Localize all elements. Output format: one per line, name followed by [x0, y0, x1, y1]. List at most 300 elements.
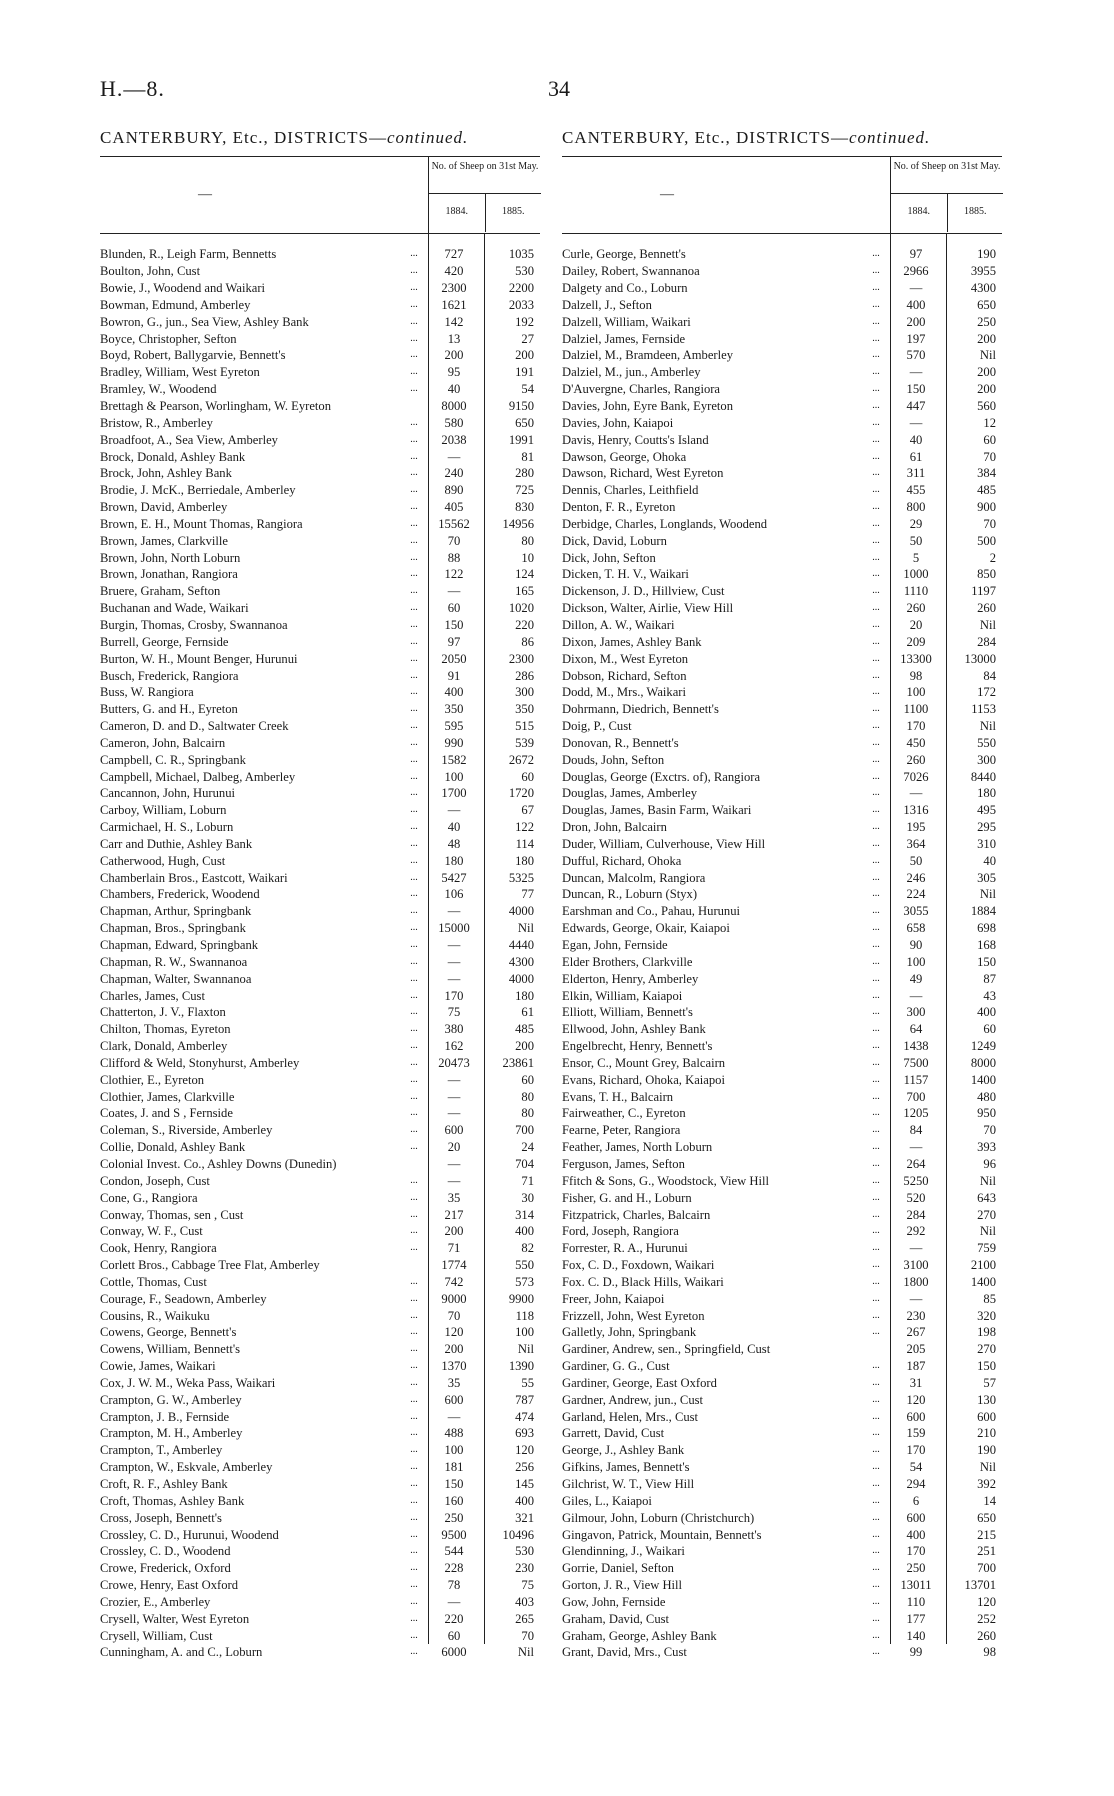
sheep-1885: 725 — [515, 483, 534, 498]
sheep-1884: 1774 — [441, 1258, 467, 1273]
table-row — [100, 869, 540, 886]
name-column-header: — — [660, 187, 674, 202]
table-row — [562, 1021, 1002, 1038]
leader-dots: ... — [410, 1629, 418, 1641]
owner-name: Dawson, Richard, West Eyreton — [562, 466, 724, 481]
sheep-1885: 1390 — [508, 1359, 534, 1374]
sheep-1884: 95 — [447, 365, 461, 380]
leader-dots: ... — [872, 955, 880, 967]
sheep-1885: 270 — [977, 1342, 996, 1357]
sheep-1885: 1400 — [970, 1274, 996, 1289]
sheep-1884: 580 — [444, 415, 464, 430]
owner-name: Gifkins, James, Bennett's — [562, 1460, 690, 1475]
leader-dots: ... — [410, 888, 418, 900]
sheep-1885: 40 — [983, 853, 996, 868]
table-row — [100, 1476, 540, 1493]
owner-name: Fitzpatrick, Charles, Balcairn — [562, 1207, 711, 1222]
leader-dots: ... — [872, 1174, 880, 1186]
sheep-1884: 78 — [447, 1578, 461, 1593]
sheep-1885: 71 — [521, 1173, 534, 1188]
leader-dots: ... — [872, 1444, 880, 1456]
sheep-1885: 403 — [515, 1594, 534, 1609]
owner-name: Duncan, Malcolm, Rangiora — [562, 870, 706, 885]
leader-dots: ... — [872, 736, 880, 748]
owner-name: Catherwood, Hugh, Cust — [100, 853, 226, 868]
owner-name: Carr and Duthie, Ashley Bank — [100, 836, 253, 851]
leader-dots: ... — [410, 1191, 418, 1203]
page-number: 34 — [548, 76, 570, 101]
sheep-1885: 2200 — [508, 281, 534, 296]
sheep-1885: 550 — [977, 735, 996, 750]
sheep-1884: 1157 — [903, 1072, 929, 1087]
sheep-1884: 217 — [444, 1207, 464, 1222]
table-row — [562, 684, 1002, 701]
owner-name: Butters, G. and H., Eyreton — [100, 702, 238, 717]
table-row — [100, 802, 540, 819]
leader-dots: ... — [872, 1040, 880, 1052]
owner-name: Giles, L., Kaiapoi — [562, 1493, 652, 1508]
owner-name: Brown, David, Amberley — [100, 500, 228, 515]
owner-name: Cowens, George, Bennett's — [100, 1325, 237, 1340]
owner-name: Davies, John, Eyre Bank, Eyreton — [562, 399, 734, 414]
sheep-1884: — — [447, 1072, 461, 1087]
sheep-1884: — — [447, 803, 461, 818]
table-row — [100, 1156, 540, 1173]
table-row — [562, 633, 1002, 650]
table-row — [562, 617, 1002, 634]
sheep-1884: 75 — [447, 1005, 461, 1020]
sheep-count-title: No. of Sheep on 31st May. — [429, 157, 541, 194]
leader-dots: ... — [410, 787, 418, 799]
leader-dots: ... — [872, 602, 880, 614]
sheep-1885: 220 — [515, 617, 534, 632]
sheep-1885: 77 — [521, 887, 534, 902]
sheep-1884: 380 — [444, 1022, 464, 1037]
sheep-1884: 700 — [906, 1089, 926, 1104]
sheep-1884: 35 — [447, 1190, 461, 1205]
table-row — [100, 751, 540, 768]
table-row — [562, 1476, 1002, 1493]
sheep-1884: 9000 — [441, 1291, 467, 1306]
sheep-1884: 990 — [444, 735, 464, 750]
column-title-continued: continued. — [386, 128, 469, 147]
owner-name: Cunningham, A. and C., Loburn — [100, 1645, 263, 1660]
table-row — [562, 1577, 1002, 1594]
table-row — [562, 987, 1002, 1004]
owner-name: Engelbrecht, Henry, Bennett's — [562, 1039, 713, 1054]
leader-dots: ... — [872, 1090, 880, 1102]
leader-dots: ... — [410, 332, 418, 344]
sheep-1884: 7026 — [903, 769, 929, 784]
sheep-1884: 405 — [444, 500, 464, 515]
owner-name: Cross, Joseph, Bennett's — [100, 1510, 222, 1525]
right-column — [562, 128, 1002, 1661]
table-row — [562, 701, 1002, 718]
owner-name: Corlett Bros., Cabbage Tree Flat, Amberley — [100, 1258, 320, 1273]
sheep-1885: 530 — [515, 1544, 534, 1559]
leader-dots: ... — [872, 1410, 880, 1422]
table-row — [100, 1004, 540, 1021]
owner-name: Colonial Invest. Co., Ashley Downs (Dunedin) — [100, 1156, 337, 1171]
leader-dots: ... — [872, 265, 880, 277]
sheep-1884: 600 — [444, 1123, 464, 1138]
sheep-1885: 314 — [515, 1207, 534, 1222]
sheep-1885: 120 — [977, 1594, 996, 1609]
owner-name: Campbell, Michael, Dalbeg, Amberley — [100, 769, 296, 784]
owner-name: Gilmour, John, Loburn (Christchurch) — [562, 1510, 755, 1525]
leader-dots: ... — [410, 1292, 418, 1304]
table-row — [562, 1627, 1002, 1644]
sheep-1885: 573 — [515, 1274, 534, 1289]
table-row — [100, 1139, 540, 1156]
sheep-1885: 759 — [977, 1241, 996, 1256]
table-row — [562, 414, 1002, 431]
sheep-1885: 321 — [515, 1510, 534, 1525]
sheep-1885: 82 — [521, 1241, 534, 1256]
sheep-1885: 120 — [515, 1443, 534, 1458]
leader-dots: ... — [872, 1427, 880, 1439]
sheep-1885: 4300 — [508, 954, 534, 969]
sheep-1885: 114 — [515, 836, 534, 851]
sheep-1884: 264 — [906, 1156, 926, 1171]
leader-dots: ... — [872, 1259, 880, 1271]
sheep-1884: 181 — [444, 1460, 464, 1475]
leader-dots: ... — [410, 1006, 418, 1018]
table-row — [100, 448, 540, 465]
owner-name: Collie, Donald, Ashley Bank — [100, 1140, 246, 1155]
leader-dots: ... — [410, 602, 418, 614]
leader-dots: ... — [872, 703, 880, 715]
table-row — [562, 1055, 1002, 1072]
sheep-1885: 70 — [521, 1628, 534, 1643]
table-row — [100, 903, 540, 920]
sheep-1885: 86 — [521, 634, 534, 649]
table-row — [562, 1307, 1002, 1324]
leader-dots: ... — [410, 1275, 418, 1287]
owner-name: Chapman, Edward, Springbank — [100, 938, 259, 953]
leader-dots: ... — [872, 298, 880, 310]
table-row — [100, 1223, 540, 1240]
sheep-1885: Nil — [979, 1173, 996, 1188]
owner-name: Gardner, Andrew, jun., Cust — [562, 1392, 704, 1407]
sheep-1884: 13011 — [900, 1578, 932, 1593]
table-row — [100, 1273, 540, 1290]
leader-dots: ... — [872, 1562, 880, 1574]
owner-name: Croft, Thomas, Ashley Bank — [100, 1493, 245, 1508]
sheep-1884: 20 — [447, 1140, 461, 1155]
sheep-1884: — — [447, 971, 461, 986]
owner-name: Bowie, J., Woodend and Waikari — [100, 281, 266, 296]
sheep-1884: 200 — [444, 348, 464, 363]
table-row — [100, 1509, 540, 1526]
leader-dots: ... — [410, 534, 418, 546]
sheep-1885: 87 — [983, 971, 996, 986]
sheep-1885: 2033 — [508, 297, 534, 312]
table-row — [562, 482, 1002, 499]
table-row — [562, 970, 1002, 987]
leader-dots: ... — [410, 939, 418, 951]
owner-name: Evans, Richard, Ohoka, Kaiapoi — [562, 1072, 725, 1087]
sheep-1885: 1035 — [508, 247, 534, 262]
sheep-1885: 9900 — [508, 1291, 534, 1306]
table-row — [562, 718, 1002, 735]
owner-name: Blunden, R., Leigh Farm, Bennetts — [100, 247, 277, 262]
sheep-1884: 40 — [447, 382, 461, 397]
column-title — [562, 128, 1002, 150]
sheep-1885: 191 — [515, 365, 534, 380]
owner-name: Broadfoot, A., Sea View, Amberley — [100, 432, 278, 447]
sheep-1885: 260 — [977, 601, 996, 616]
leader-dots: ... — [872, 854, 880, 866]
sheep-1885: 300 — [515, 685, 534, 700]
owner-name: Ffitch & Sons, G., Woodstock, View Hill — [562, 1173, 769, 1188]
owner-name: Galletly, John, Springbank — [562, 1325, 697, 1340]
sheep-1884: 200 — [444, 1224, 464, 1239]
sheep-1884: — — [447, 1089, 461, 1104]
leader-dots: ... — [410, 298, 418, 310]
sheep-1885: Nil — [517, 1645, 534, 1660]
leader-dots: ... — [410, 972, 418, 984]
leader-dots: ... — [872, 467, 880, 479]
owner-name: Bowman, Edmund, Amberley — [100, 297, 251, 312]
leader-dots: ... — [410, 955, 418, 967]
sheep-1885: 1400 — [970, 1072, 996, 1087]
leader-dots: ... — [410, 1208, 418, 1220]
sheep-1885: 168 — [977, 938, 996, 953]
sheep-1885: 80 — [521, 533, 534, 548]
table-row — [100, 1594, 540, 1611]
table-row — [562, 516, 1002, 533]
sheep-1885: 70 — [983, 516, 996, 531]
sheep-1885: 60 — [983, 1022, 996, 1037]
sheep-1885: 830 — [515, 500, 534, 515]
table-row — [562, 1139, 1002, 1156]
table-row — [100, 617, 540, 634]
sheep-count-title: No. of Sheep on 31st May. — [891, 157, 1003, 194]
owner-name: Chapman, R. W., Swannanoa — [100, 954, 248, 969]
column-title-text: CANTERBURY, Etc., DISTRICTS— — [562, 128, 849, 147]
leader-dots: ... — [872, 1393, 880, 1405]
table-row — [562, 1408, 1002, 1425]
table-row — [100, 836, 540, 853]
sheep-1885: 643 — [977, 1190, 996, 1205]
table-row — [562, 549, 1002, 566]
leader-dots: ... — [872, 400, 880, 412]
owner-name: Cameron, D. and D., Saltwater Creek — [100, 719, 289, 734]
owner-name: Dodd, M., Mrs., Waikari — [562, 685, 686, 700]
sheep-1885: 1720 — [508, 786, 534, 801]
table-row — [100, 785, 540, 802]
leader-dots: ... — [872, 248, 880, 260]
owner-name: Graham, David, Cust — [562, 1611, 670, 1626]
sheep-1885: 230 — [515, 1561, 534, 1576]
sheep-1884: 49 — [909, 971, 923, 986]
column-title-text: CANTERBURY, Etc., DISTRICTS— — [100, 128, 387, 147]
sheep-1884: 224 — [906, 887, 926, 902]
owner-name: Curle, George, Bennett's — [562, 247, 686, 262]
sheep-1884: 220 — [444, 1611, 464, 1626]
sheep-1884: 5 — [912, 550, 920, 565]
owner-name: Chamberlain Bros., Eastcott, Waikari — [100, 870, 288, 885]
leader-dots: ... — [410, 248, 418, 260]
table-row — [100, 1627, 540, 1644]
leader-dots: ... — [872, 383, 880, 395]
table-row — [100, 768, 540, 785]
table-row — [100, 1526, 540, 1543]
sheep-1885: 150 — [977, 1359, 996, 1374]
table-row — [100, 532, 540, 549]
sheep-1885: 4440 — [508, 938, 534, 953]
sheep-1885: 265 — [515, 1611, 534, 1626]
owner-name: Coleman, S., Riverside, Amberley — [100, 1123, 273, 1138]
sheep-1885: 4300 — [970, 281, 996, 296]
sheep-1884: 727 — [444, 247, 464, 262]
sheep-1884: 240 — [444, 466, 464, 481]
leader-dots: ... — [872, 517, 880, 529]
sheep-1885: 295 — [977, 820, 996, 835]
sheep-1884: 9500 — [441, 1527, 467, 1542]
sheep-1885: 200 — [515, 1039, 534, 1054]
sheep-1884: 180 — [444, 853, 464, 868]
sheep-1885: Nil — [517, 921, 534, 936]
leader-dots: ... — [872, 1494, 880, 1506]
sheep-1885: 650 — [977, 297, 996, 312]
table-row — [100, 1358, 540, 1375]
owner-name: Clothier, James, Clarkville — [100, 1089, 235, 1104]
sheep-1884: 595 — [444, 719, 464, 734]
table-row — [100, 414, 540, 431]
sheep-1885: 98 — [983, 1645, 996, 1660]
sheep-1885: 1020 — [508, 601, 534, 616]
leader-dots: ... — [410, 517, 418, 529]
sheep-1885: 180 — [515, 853, 534, 868]
sheep-1884: 100 — [444, 1443, 464, 1458]
leader-dots: ... — [410, 1494, 418, 1506]
owner-name: Condon, Joseph, Cust — [100, 1173, 210, 1188]
leader-dots: ... — [872, 1646, 880, 1658]
owner-name: Bowron, G., jun., Sea View, Ashley Bank — [100, 314, 309, 329]
table-row — [100, 650, 540, 667]
owner-name: Gardiner, George, East Oxford — [562, 1375, 717, 1390]
sheep-1885: 81 — [521, 449, 534, 464]
owner-name: Gardiner, Andrew, sen., Springfield, Cust — [562, 1342, 771, 1357]
column-rule — [946, 234, 947, 1644]
leader-dots: ... — [410, 703, 418, 715]
leader-dots: ... — [410, 1427, 418, 1439]
sheep-1884: 13 — [447, 331, 461, 346]
table-row — [100, 566, 540, 583]
sheep-1884: 90 — [909, 938, 923, 953]
sheep-1885: 515 — [515, 719, 534, 734]
table-row — [100, 600, 540, 617]
sheep-1884: 364 — [906, 836, 926, 851]
owner-name: Dalgety and Co., Loburn — [562, 281, 688, 296]
owner-name: Crysell, Walter, West Eyreton — [100, 1611, 250, 1626]
sheep-1885: 900 — [977, 500, 996, 515]
sheep-1884: 197 — [906, 331, 926, 346]
sheep-1885: 55 — [521, 1375, 534, 1390]
owner-name: Duder, William, Culverhouse, View Hill — [562, 836, 766, 851]
table-row — [100, 1543, 540, 1560]
owner-name: Graham, George, Ashley Bank — [562, 1628, 717, 1643]
sheep-1885: 172 — [977, 685, 996, 700]
sheep-1885: 280 — [515, 466, 534, 481]
table-row — [562, 1257, 1002, 1274]
owner-name: Crampton, M. H., Amberley — [100, 1426, 243, 1441]
leader-dots: ... — [410, 720, 418, 732]
sheep-1884: 800 — [906, 500, 926, 515]
sheep-1885: 70 — [983, 1123, 996, 1138]
sheep-1884: 658 — [906, 921, 926, 936]
sheep-1884: 400 — [906, 1527, 926, 1542]
owner-name: Dixon, James, Ashley Bank — [562, 634, 702, 649]
table-row — [100, 1055, 540, 1072]
sheep-1884: 8000 — [441, 399, 467, 414]
sheep-1885: 14 — [983, 1493, 996, 1508]
owner-name: Charles, James, Cust — [100, 988, 205, 1003]
owner-name: Bradley, William, West Eyreton — [100, 365, 260, 380]
sheep-1884: 88 — [447, 550, 461, 565]
owner-name: Fearne, Peter, Rangiora — [562, 1123, 681, 1138]
sheep-1884: — — [447, 1173, 461, 1188]
sheep-1885: 787 — [515, 1392, 534, 1407]
sheep-1884: 170 — [444, 988, 464, 1003]
owner-name: Dalziel, M., Bramdeen, Amberley — [562, 348, 734, 363]
sheep-1884: 400 — [906, 297, 926, 312]
owner-name: Cousins, R., Waikuku — [100, 1308, 210, 1323]
leader-dots: ... — [410, 854, 418, 866]
owner-name: Davies, John, Kaiapoi — [562, 415, 674, 430]
sheep-1885: 145 — [515, 1477, 534, 1492]
left-column — [100, 128, 540, 1661]
sheep-1884: 250 — [906, 1561, 926, 1576]
leader-dots: ... — [410, 1360, 418, 1372]
owner-name: Dalzell, J., Sefton — [562, 297, 652, 312]
sheep-1884: — — [909, 415, 923, 430]
sheep-1884: 230 — [906, 1308, 926, 1323]
sheep-1884: 3100 — [903, 1258, 929, 1273]
sheep-1884: 1438 — [903, 1039, 929, 1054]
leader-dots: ... — [872, 686, 880, 698]
sheep-1885: 200 — [977, 382, 996, 397]
owner-name: Fisher, G. and H., Loburn — [562, 1190, 692, 1205]
sheep-1885: 500 — [977, 533, 996, 548]
sheep-1885: 320 — [977, 1308, 996, 1323]
table-row — [562, 313, 1002, 330]
owner-name: Douglas, George (Exctrs. of), Rangiora — [562, 769, 761, 784]
leader-dots: ... — [872, 1242, 880, 1254]
table-row — [100, 886, 540, 903]
leader-dots: ... — [872, 332, 880, 344]
owner-name: Gingavon, Patrick, Mountain, Bennett's — [562, 1527, 762, 1542]
owner-name: Dufful, Richard, Ohoka — [562, 853, 682, 868]
sheep-1885: 85 — [983, 1291, 996, 1306]
table-row — [100, 364, 540, 381]
table-row — [100, 347, 540, 364]
table-row — [100, 516, 540, 533]
sheep-1884: 20473 — [438, 1055, 470, 1070]
table-row — [562, 1273, 1002, 1290]
sheep-1884: — — [447, 584, 461, 599]
table-row — [100, 1341, 540, 1358]
sheep-1885: 495 — [977, 803, 996, 818]
leader-dots: ... — [410, 366, 418, 378]
leader-dots: ... — [872, 1141, 880, 1153]
owner-name: Dicken, T. H. V., Waikari — [562, 567, 689, 582]
owner-name: Brodie, J. McK., Berriedale, Amberley — [100, 483, 296, 498]
table-row — [100, 1408, 540, 1425]
owner-name: Dillon, A. W., Waikari — [562, 617, 675, 632]
